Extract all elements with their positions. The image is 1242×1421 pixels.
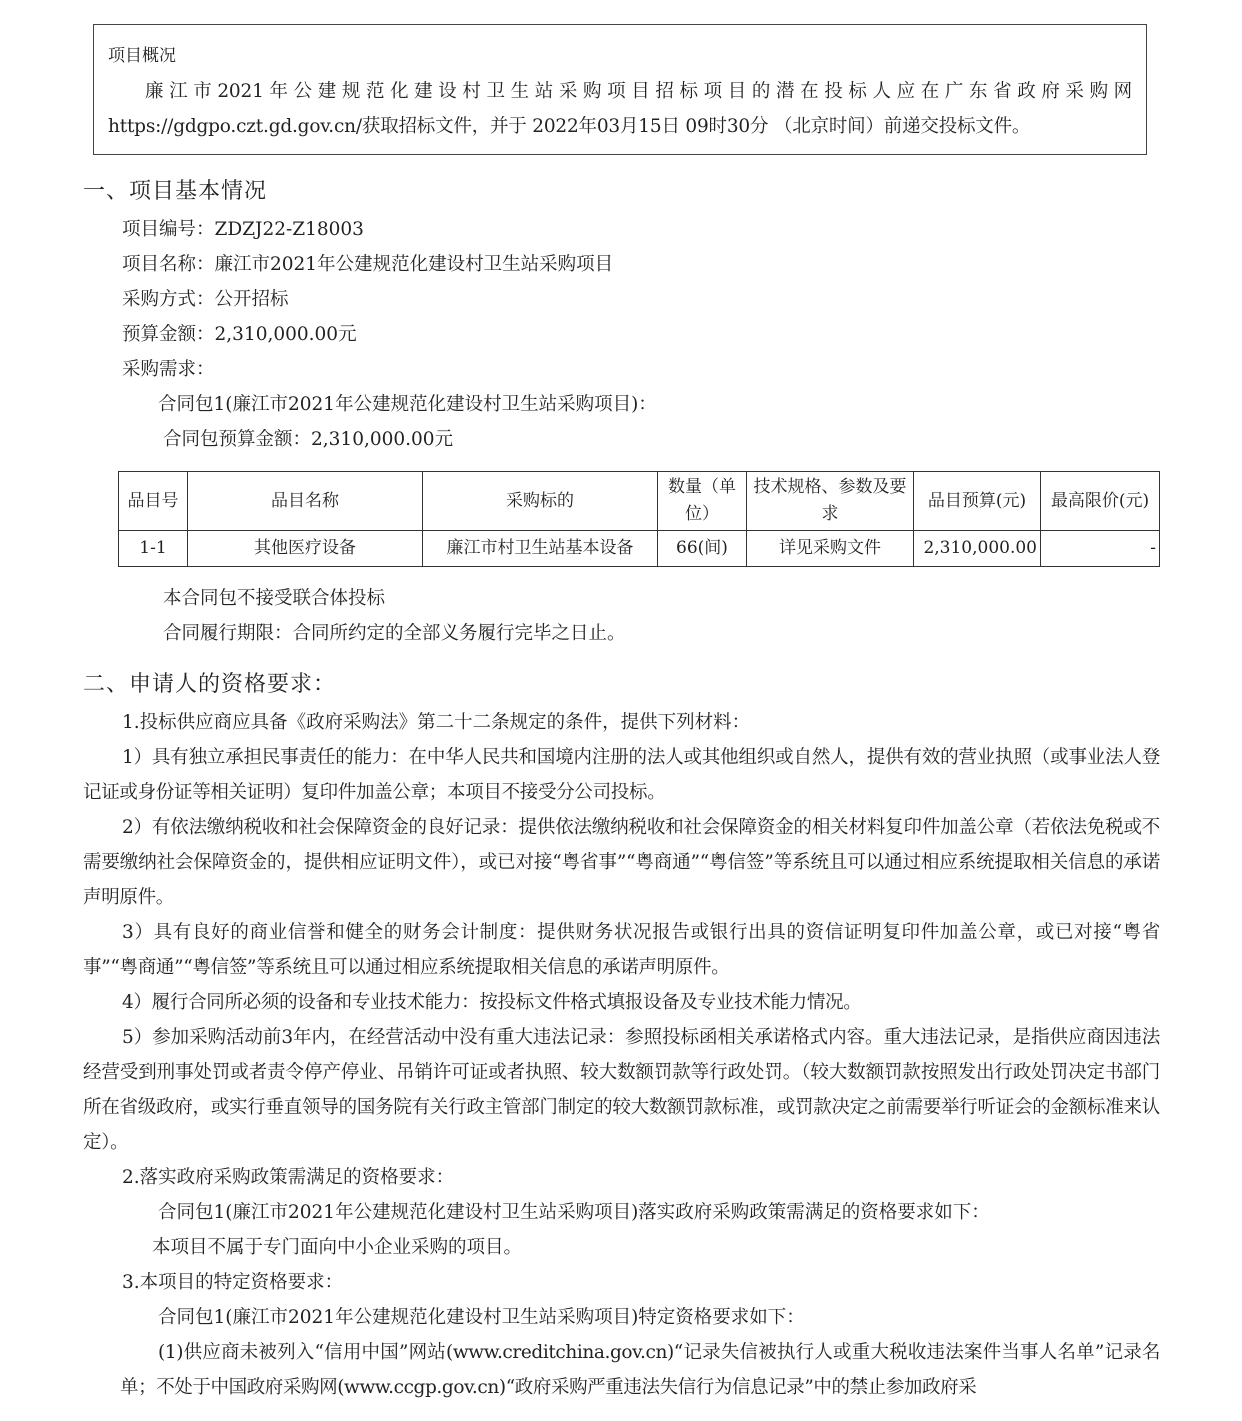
cell-target: 廉江市村卫生站基本设备 bbox=[423, 531, 658, 567]
header-budget: 品目预算(元) bbox=[914, 472, 1041, 531]
cell-item-name: 其他医疗设备 bbox=[188, 531, 423, 567]
cell-item-no: 1-1 bbox=[119, 531, 188, 567]
requirement-1: 1.投标供应商应具备《政府采购法》第二十二条规定的条件，提供下列材料： bbox=[122, 712, 751, 733]
project-name: 项目名称：廉江市2021年公建规范化建设村卫生站采购项目 bbox=[122, 254, 614, 275]
procurement-method: 采购方式：公开招标 bbox=[122, 289, 289, 310]
section2-heading: 二、申请人的资格要求： bbox=[83, 672, 337, 697]
cell-quantity: 66(间) bbox=[658, 531, 747, 567]
overview-title: 项目概况 bbox=[108, 46, 176, 66]
contract-period: 合同履行期限：合同所约定的全部义务履行完毕之日止。 bbox=[163, 623, 626, 644]
requirement-2-package: 合同包1(廉江市2021年公建规范化建设村卫生站采购项目)落实政府采购政策需满足的资格要求如下： bbox=[158, 1202, 990, 1223]
procurement-demand: 采购需求： bbox=[122, 359, 215, 380]
requirement-2-text: 本项目不属于专门面向中小企业采购的项目。 bbox=[152, 1237, 523, 1258]
items-table bbox=[118, 471, 1160, 567]
requirement-1-4: 4）履行合同所必须的设备和专业技术能力：按投标文件格式填报设备及专业技术能力情况。 bbox=[122, 992, 862, 1013]
requirement-3: 3.本项目的特定资格要求： bbox=[122, 1272, 344, 1293]
header-max-price: 最高限价(元) bbox=[1041, 472, 1160, 531]
package-budget: 合同包预算金额：2,310,000.00元 bbox=[163, 429, 454, 450]
consortium-note: 本合同包不接受联合体投标 bbox=[163, 588, 386, 609]
project-overview-box bbox=[93, 24, 1147, 155]
requirement-1-5: 5）参加采购活动前3年内，在经营活动中没有重大违法记录：参照投标函相关承诺格式内容。重大违法记录，是指供应商因违法经营受到刑事处罚或者责令停产停业、吊销许可证或者执照、较大数额罚款等行政处罚。（较大数额罚款按照发出行政处罚决定书部门所在省级政府，或实行垂直领导的国务院有关行政主管部门制定的较大数额罚款标准，或罚款决定之前需要举行听证会的金额标准来认定）。 bbox=[83, 1027, 1160, 1153]
table-row bbox=[119, 531, 1160, 567]
header-item-no: 品目号 bbox=[119, 472, 188, 531]
header-quantity: 数量（单位） bbox=[658, 472, 747, 531]
section1-heading: 一、项目基本情况 bbox=[83, 179, 268, 204]
document-body bbox=[83, 172, 1160, 1405]
requirement-2: 2.落实政府采购政策需满足的资格要求： bbox=[122, 1167, 455, 1188]
requirement-3-package: 合同包1(廉江市2021年公建规范化建设村卫生站采购项目)特定资格要求如下： bbox=[158, 1307, 805, 1328]
cell-budget: 2,310,000.00 bbox=[914, 531, 1041, 567]
project-number: 项目编号：ZDZJ22-Z18003 bbox=[122, 219, 364, 240]
header-item-name: 品目名称 bbox=[188, 472, 423, 531]
requirement-3-text: (1)供应商未被列入“信用中国”网站(www.creditchina.gov.cn)“记录失信被执行人或重大税收违法案件当事人名单”记录名单；不处于中国政府采购网(www.ccgp.gov.cn)“政府采购严重违法失信行为信息记录”中的禁止参加政府采 bbox=[120, 1342, 1160, 1398]
header-spec: 技术规格、参数及要求 bbox=[747, 472, 914, 531]
header-target: 采购标的 bbox=[423, 472, 658, 531]
overview-text: 廉江市2021年公建规范化建设村卫生站采购项目招标项目的潜在投标人应在广东省政府采购网https://gdgpo.czt.gd.gov.cn/获取招标文件，并于 2022年03月15日 09时30分 （北京时间）前递交投标文件。 bbox=[108, 81, 1132, 137]
cell-spec: 详见采购文件 bbox=[747, 531, 914, 567]
package-title: 合同包1(廉江市2021年公建规范化建设村卫生站采购项目)： bbox=[158, 394, 657, 415]
requirement-1-1: 1）具有独立承担民事责任的能力：在中华人民共和国境内注册的法人或其他组织或自然人，提供有效的营业执照（或事业法人登记证或身份证等相关证明）复印件加盖公章；本项目不接受分公司投标。 bbox=[83, 747, 1160, 803]
requirement-1-3: 3）具有良好的商业信誉和健全的财务会计制度：提供财务状况报告或银行出具的资信证明复印件加盖公章，或已对接“粤省事”“粤商通”“粤信签”等系统且可以通过相应系统提取相关信息的承诺声明原件。 bbox=[83, 922, 1160, 978]
cell-max-price: - bbox=[1041, 531, 1160, 567]
requirement-1-2: 2）有依法缴纳税收和社会保障资金的良好记录：提供依法缴纳税收和社会保障资金的相关材料复印件加盖公章（若依法免税或不需要缴纳社会保障资金的，提供相应证明文件），或已对接“粤省事”“粤商通”“粤信签”等系统且可以通过相应系统提取相关信息的承诺声明原件。 bbox=[83, 817, 1160, 908]
budget-amount: 预算金额：2,310,000.00元 bbox=[122, 324, 357, 345]
table-header-row bbox=[119, 472, 1160, 531]
